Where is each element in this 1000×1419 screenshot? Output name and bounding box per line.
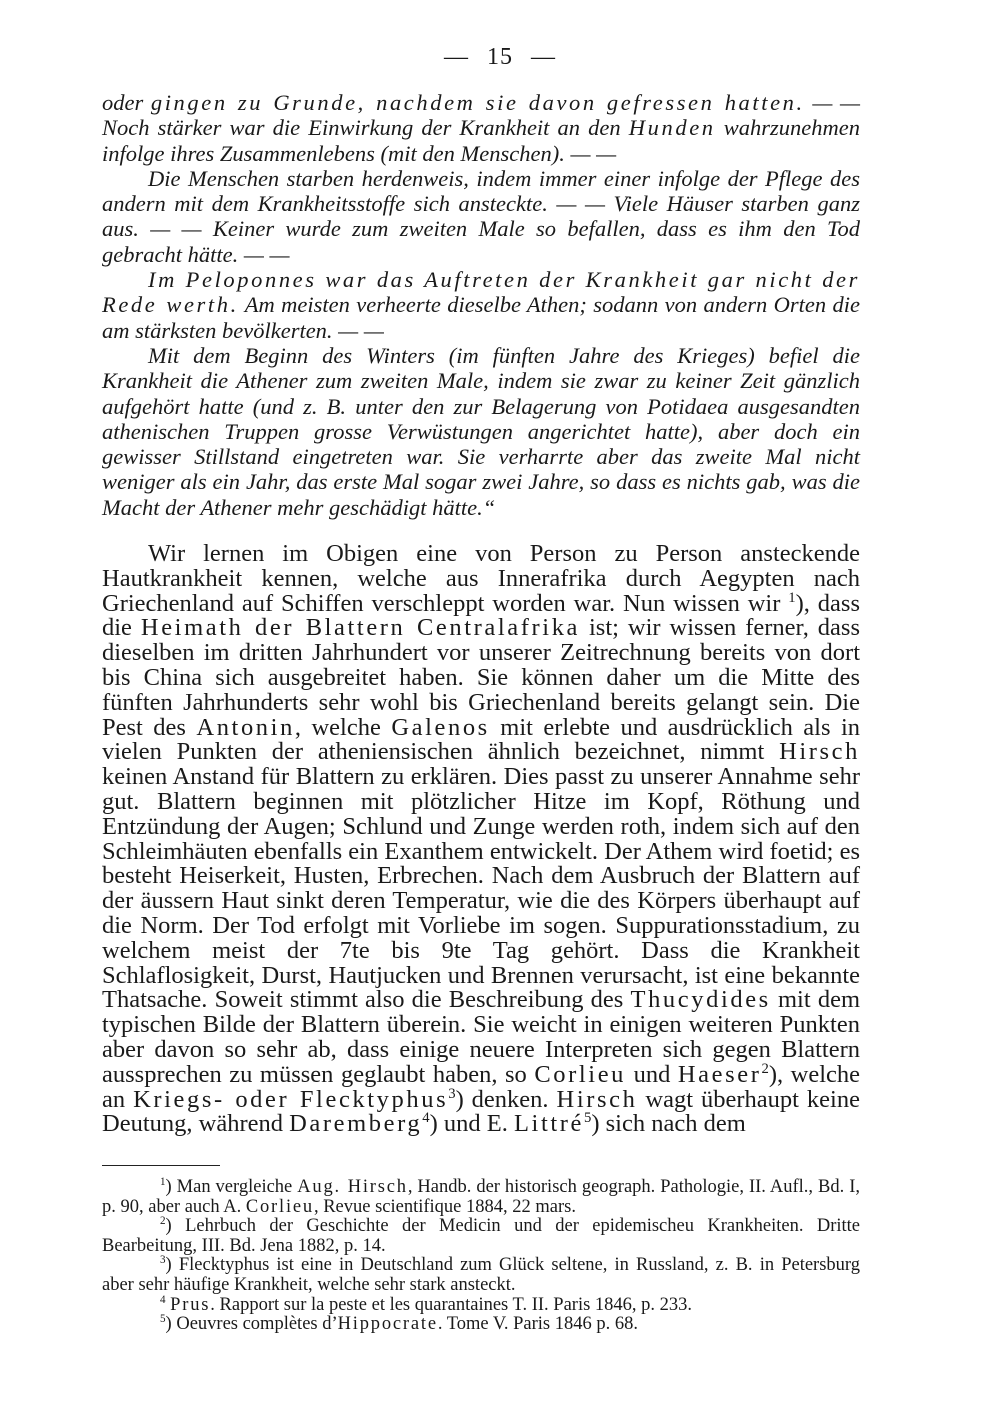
spaced-name: Daremberg [289,1110,423,1138]
spaced-emphasis: Heimath der Blattern Centralafrika [140,614,581,642]
body-paragraph: Wir lernen im Obigen eine von Person zu Person ansteckende Hautkrankheit kennen, welche aus Innerafrika durch Aegypten nach Griechenland auf Schiffen verschleppt worden war. Nun wissen wir $^1$), dass die Heimath der Blattern Centralafrika ist; wir wissen ferner, dass dieselben im dritten Jahrhundert vor unserer Zeitrechnung bereits von dort bis China sich ausgebreitet haben. Sie können daher um die Mitte des fünften Jahrhunderts sehr wohl bis Griechenland bereits gelangt sein. Die Pest des Antonin, welche Galenos mit erlebte und ausdrücklich als in vielen Punkten der atheniensischen ähnlich bezeichnet, nimmt Hirsch keinen Anstand für Blattern zu erklären. Dies passt zu unserer Annahme sehr gut. Blattern beginnen mit plötzlicher Hitze im Kopf, Röthung und Entzündung der Augen; Schlund und Zunge werden roth, indem sich auf den Schleimhäuten ebenfalls ein Exanthem entwickelt. Der Athem wird foetid; es besteht Heiserkeit, Husten, Erbrechen. Nach dem Ausbruch der Blattern auf der äussern Haut sinkt deren Temperatur, wie die des Körpers überhaupt auf die Norm. Der Tod erfolgt mit Vorliebe im sogen. Suppurationsstadium, zu welchem meist der 7te bis 9te Tag gehört. Dass die Krankheit Schlaflosigkeit, Durst, Hautjucken und Brennen verursacht, ist eine bekannte Thatsache. Soweit stimmt also die Beschreibung des Thucydides mit dem typischen Bilde der Blattern überein. Sie weicht in einigen weiteren Punkten aber davon so sehr ab, dass einige neuere Interpreten sich gegen Blattern aussprechen zu müssen geglaubt haben, so Corlieu und Haeser$^2$), welche an Kriegs- oder Flecktyphus$^3$) denken. Hirsch wagt überhaupt keine Deutung, während Daremberg$^4$) und E. Littré$^5$) sich nach dem [102,540,861,1138]
page-number-dash-left: — [444,44,469,70]
quote-paragraph-3: Im Peloponnes war das Auftreten der Krankheit gar nicht der Rede werth. Am meisten verheerte dieselbe Athen; sodann von andern Orten die am stärksten bevölkerten. — — [102,267,860,343]
spaced-name: Littré [513,1110,585,1138]
quote-paragraph-2: Die Menschen starben herdenweis, indem immer einer infolge der Pflege des andern mit dem Krankheitsstoffe sich ansteckte. — — Viele Häuser starben ganz aus. — — Keiner wurde zum zweiten Male so befallen, dass es ihm den Tod gebracht hätte. — — [102,165,860,267]
quote-paragraph-4: Mit dem Beginn des Winters (im fünften Jahre des Krieges) befiel die Krankheit die Athener zum zweiten Male, indem sie zwar zu keiner Zeit gänzlich aufgehört hatte (und z. B. unter den zur Belagerung von Potidaea ausgesandten athenischen Truppen grosse Verwüstungen angerichtet hatte), aber doch ein gewisser Stillstand eingetreten war. Sie verharrte aber das zweite Mal nicht weniger als ein Jahr, das erste Mal sogar zwei Jahre, so dass es nichts gab, was die Macht der Athener mehr geschädigt hätte.“ [102,342,860,520]
spaced-name: Hirsch [779,738,860,766]
footnote-5: $^5$) Oeuvres complètes d’Hippocrate. Tome V. Paris 1846 p. 68. [160,1313,638,1335]
spaced-name: Galenos [391,713,490,741]
spaced-name: Hirsch [556,1085,638,1113]
spaced-name: Corlieu [534,1060,627,1088]
page-number-header [0,44,1000,71]
main-body-text [102,542,860,1137]
quote-paragraph-1: oder gingen zu Grunde, nachdem sie davon gefressen hatten. — — Noch stärker war die Einwirkung der Krankheit an den Hunden wahrzunehmen infolge ihres Zusammenlebens (mit den Menschen). — — [102,90,861,166]
footnote-ref-5[interactable]: 5 [584,1110,592,1127]
spaced-name: Thucydides [630,986,771,1014]
spaced-emphasis: gingen zu Grunde, nachdem sie davon gefressen hatten. [150,90,805,115]
footnote-3: $^3$) Flecktyphus ist eine in Deutschland zum Glück seltene, in Russland, z. B. in Petersburg aber sehr häufige Krankheit, welche sehr stark ansteckt. [102,1254,860,1295]
page-number-dash-right: — [531,44,556,70]
spaced-emphasis: Hunden [628,115,716,141]
spaced-name: Antonin [196,713,295,741]
footnote-2: $^2$) Lehrbuch der Geschichte der Medicin und der epidemischeu Krankheiten. Dritte Bearbeitung, III. Bd. Jena 1882, p. 14. [102,1215,860,1256]
spaced-emphasis: Kriegs- oder Flecktyphus [133,1085,449,1113]
footnote-ref-1[interactable]: 1 [788,589,796,606]
footnote-1: $^1$) Man vergleiche Aug. Hirsch, Handb. der historisch geograph. Pathologie, II. Aufl., Bd. I, p. 90, aber auch A. Corlieu, Revue scientifique 1884, 22 mars. [102,1175,860,1217]
footnote-ref-2[interactable]: 2 [761,1060,769,1077]
footnote-4: $^4$ Prus. Rapport sur la peste et les quarantaines T. II. Paris 1846, p. 233. [160,1293,693,1315]
footnote-separator-rule [102,1165,220,1166]
spaced-name: Haeser [677,1060,762,1088]
page-number: 15 [487,44,513,70]
footnote-ref-4[interactable]: 4 [422,1110,430,1127]
spaced-emphasis: Im Peloponnes war das Auftreten der Krankheit gar nicht der Rede werth. [102,267,860,318]
footnotes-section [102,1175,860,1335]
footnote-ref-3[interactable]: 3 [448,1085,456,1102]
thucydides-quotation [102,90,860,520]
